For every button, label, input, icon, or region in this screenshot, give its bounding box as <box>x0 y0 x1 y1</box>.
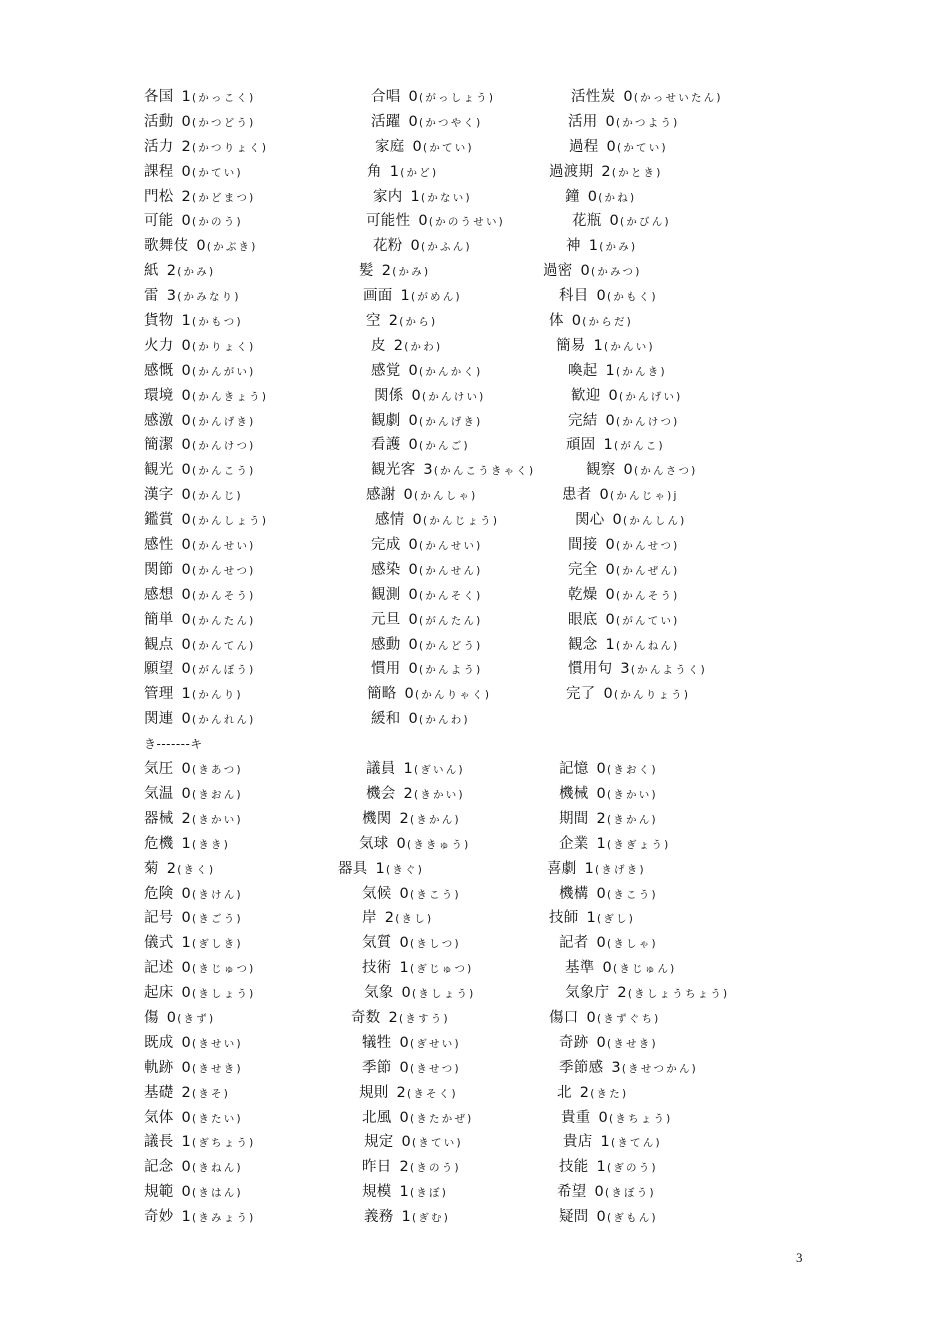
vocab-entry: 頑固 1(がんこ) <box>566 437 665 454</box>
vocab-entry: 観劇 0(かんげき) <box>371 412 483 429</box>
vocab-entry: 感激 0(かんげき) <box>144 412 256 429</box>
vocab-entry: 家内 1(かない) <box>373 188 472 205</box>
vocab-entry: 眼底 0(がんてい) <box>568 611 680 628</box>
vocab-entry: 危機 1(きき) <box>144 835 231 852</box>
entry-row <box>0 85 950 110</box>
vocab-entry: 鐘 0(かね) <box>565 188 637 205</box>
vocab-entry: 気圧 0(きあつ) <box>144 761 243 778</box>
entry-row <box>0 284 950 309</box>
vocab-entry: 感想 0(かんそう) <box>144 586 256 603</box>
vocab-entry: 器具 1(きぐ) <box>338 860 425 877</box>
vocab-entry: 活力 2(かつりょく) <box>144 138 269 155</box>
vocab-entry: 門松 2(かどまつ) <box>144 188 256 205</box>
vocab-entry: 願望 0(がんぼう) <box>144 661 256 678</box>
vocab-entry: 観点 0(かんてん) <box>144 636 256 653</box>
entry-row <box>0 906 950 931</box>
entry-row <box>0 185 950 210</box>
vocab-entry: 希望 0(きぼう) <box>557 1184 656 1201</box>
vocab-entry: 基準 0(きじゅん) <box>565 960 677 977</box>
vocab-entry: 髪 2(かみ) <box>359 263 431 280</box>
entry-row <box>0 1155 950 1180</box>
vocab-entry: 患者 0(かんじゃ)j <box>562 487 679 504</box>
entry-row <box>0 384 950 409</box>
entry-row <box>0 533 950 558</box>
entry-row <box>0 458 950 483</box>
vocab-entry: 関係 0(かんけい) <box>374 387 486 404</box>
entry-row <box>0 483 950 508</box>
vocab-entry: 完了 0(かんりょう) <box>566 686 691 703</box>
vocab-entry: 可能 0(かのう) <box>144 213 243 230</box>
entry-row <box>0 558 950 583</box>
vocabulary-list <box>0 85 950 1230</box>
vocab-entry: 技能 1(ぎのう) <box>559 1159 658 1176</box>
vocab-entry: 機関 2(きかん) <box>362 810 461 827</box>
section-separator: き-------キ <box>144 737 203 752</box>
vocab-entry: 奇跡 0(きせき) <box>559 1034 658 1051</box>
vocab-entry: 歌舞伎 0(かぶき) <box>144 238 258 255</box>
vocab-entry: 疑問 0(ぎもん) <box>559 1209 658 1226</box>
vocab-entry: 企業 1(きぎょう) <box>559 835 671 852</box>
entry-row <box>0 832 950 857</box>
vocab-entry: 菊 2(きく) <box>144 860 216 877</box>
vocab-entry: 火力 0(かりょく) <box>144 337 256 354</box>
entry-row <box>0 209 950 234</box>
vocab-entry: 北風 0(きたかぜ) <box>362 1109 474 1126</box>
vocab-entry: 議長 1(ぎちょう) <box>144 1134 256 1151</box>
entry-row <box>0 508 950 533</box>
vocab-entry: 議員 1(ぎいん) <box>366 761 465 778</box>
vocab-entry: 観念 1(かんねん) <box>568 636 680 653</box>
vocab-entry: 規範 0(きはん) <box>144 1184 243 1201</box>
vocab-entry: 基礎 2(きそ) <box>144 1084 231 1101</box>
entry-row <box>0 1205 950 1230</box>
vocab-entry: 奇妙 1(きみょう) <box>144 1209 256 1226</box>
entry-row <box>0 882 950 907</box>
vocab-entry: 合唱 0(がっしょう) <box>371 89 496 105</box>
vocab-entry: 関心 0(かんしん) <box>575 512 687 529</box>
vocab-entry: 機械 0(きかい) <box>559 785 658 802</box>
vocab-entry: 感慨 0(かんがい) <box>144 362 256 379</box>
entry-row <box>0 707 950 732</box>
vocab-entry: 奇数 2(きすう) <box>351 1009 450 1026</box>
vocab-entry: 空 2(から) <box>366 313 438 330</box>
vocab-entry: 皮 2(かわ) <box>371 337 443 354</box>
vocab-entry: 感謝 0(かんしゃ) <box>366 487 478 504</box>
vocab-entry: 気象庁 2(きしょうちょう) <box>565 985 730 1002</box>
entry-row <box>0 359 950 384</box>
vocab-entry: 課程 0(かてい) <box>144 163 243 180</box>
entry-row <box>0 782 950 807</box>
entry-row <box>0 633 950 658</box>
vocab-entry: 機構 0(きこう) <box>559 885 658 902</box>
vocab-entry: 気象 0(きしょう) <box>364 985 476 1002</box>
vocab-entry: 気温 0(きおん) <box>144 785 243 802</box>
vocab-entry: 雷 3(かみなり) <box>144 288 241 305</box>
entry-row <box>0 259 950 284</box>
vocab-entry: 関連 0(かんれん) <box>144 711 256 728</box>
vocab-entry: 歓迎 0(かんげい) <box>571 387 683 404</box>
vocab-entry: 慣用 0(かんよう) <box>371 661 483 678</box>
vocab-entry: 気質 0(きしつ) <box>362 935 461 952</box>
vocab-entry: 既成 0(きせい) <box>144 1034 243 1051</box>
vocab-entry: 活性炭 0(かっせいたん) <box>571 89 723 105</box>
vocab-entry: 花粉 0(かふん) <box>373 238 472 255</box>
vocab-entry: 季節感 3(きせつかん) <box>559 1059 698 1076</box>
entry-row <box>0 135 950 160</box>
entry-row <box>0 583 950 608</box>
vocab-entry: 簡易 1(かんい) <box>556 337 655 354</box>
vocab-entry: 軌跡 0(きせき) <box>144 1059 243 1076</box>
vocab-entry: 乾燥 0(かんそう) <box>568 586 680 603</box>
page-number: 3 <box>796 1250 803 1265</box>
vocab-entry: 起床 0(きしょう) <box>144 985 256 1002</box>
entry-row <box>0 1130 950 1155</box>
vocab-entry: 北 2(きた) <box>557 1084 629 1101</box>
entry-row <box>0 981 950 1006</box>
vocab-entry: 気候 0(きこう) <box>362 885 461 902</box>
vocab-entry: 過程 0(かてい) <box>569 138 668 155</box>
vocab-entry: 昨日 2(きのう) <box>362 1159 461 1176</box>
entry-row <box>0 110 950 135</box>
vocab-entry: 貨物 1(かもつ) <box>144 313 243 330</box>
vocab-entry: 観光 0(かんこう) <box>144 462 256 479</box>
vocab-entry: 喚起 1(かんき) <box>568 362 667 379</box>
vocab-entry: 期間 2(きかん) <box>559 810 658 827</box>
vocab-entry: 科目 0(かもく) <box>559 288 658 305</box>
vocab-entry: 記憶 0(きおく) <box>559 761 658 778</box>
vocab-entry: 活用 0(かつよう) <box>568 113 680 130</box>
vocab-entry: 規則 2(きそく) <box>359 1084 458 1101</box>
entry-row <box>0 857 950 882</box>
vocab-entry: 観光客 3(かんこうきゃく) <box>371 462 536 479</box>
vocab-entry: 過密 0(かみつ) <box>543 263 642 280</box>
vocab-entry: 感染 0(かんせん) <box>371 561 483 578</box>
entry-row <box>0 409 950 434</box>
vocab-entry: 記号 0(きごう) <box>144 910 243 927</box>
vocab-entry: 機会 2(きかい) <box>366 785 465 802</box>
entry-row <box>0 1106 950 1131</box>
entry-row <box>0 807 950 832</box>
vocab-entry: 神 1(かみ) <box>566 238 638 255</box>
entry-row <box>0 334 950 359</box>
vocab-entry: 過渡期 2(かとき) <box>549 163 663 180</box>
vocab-entry: 花瓶 0(かびん) <box>572 213 671 230</box>
vocab-entry: 漢字 0(かんじ) <box>144 487 243 504</box>
vocab-entry: 緩和 0(かんわ) <box>371 711 470 728</box>
vocab-entry: 季節 0(きせつ) <box>362 1059 461 1076</box>
vocab-entry: 完全 0(かんぜん) <box>568 561 680 578</box>
vocab-entry: 看護 0(かんご) <box>371 437 470 454</box>
vocab-entry: 慣用句 3(かんようく) <box>568 661 707 678</box>
vocab-entry: 家庭 0(かてい) <box>375 138 474 155</box>
vocab-entry: 可能性 0(かのうせい) <box>366 213 505 230</box>
vocab-entry: 喜劇 1(きげき) <box>547 860 646 877</box>
vocab-entry: 技師 1(ぎし) <box>549 910 636 927</box>
vocab-entry: 感情 0(かんじょう) <box>375 512 500 529</box>
vocab-entry: 感動 0(かんどう) <box>371 636 483 653</box>
vocab-entry: 簡略 0(かんりゃく) <box>367 686 492 703</box>
vocab-entry: 危険 0(きけん) <box>144 885 243 902</box>
vocab-entry: 記念 0(きねん) <box>144 1159 243 1176</box>
vocab-entry: 完結 0(かんけつ) <box>568 412 680 429</box>
vocab-entry: 感性 0(かんせい) <box>144 537 256 554</box>
entry-row <box>0 1081 950 1106</box>
vocab-entry: 元旦 0(がんたん) <box>371 611 483 628</box>
vocab-entry: 関節 0(かんせつ) <box>144 561 256 578</box>
entry-row <box>0 757 950 782</box>
vocab-entry: 間接 0(かんせつ) <box>568 537 680 554</box>
vocab-entry: 傷 0(きず) <box>144 1009 216 1026</box>
vocab-entry: 紙 2(かみ) <box>144 263 216 280</box>
entry-row <box>0 1006 950 1031</box>
entry-row <box>0 682 950 707</box>
vocab-entry: 岸 2(きし) <box>362 910 434 927</box>
vocab-entry: 活動 0(かつどう) <box>144 113 256 130</box>
vocab-entry: 画面 1(がめん) <box>363 288 462 305</box>
entry-row <box>0 433 950 458</box>
entry-row <box>0 1056 950 1081</box>
vocab-entry: 儀式 1(ぎしき) <box>144 935 243 952</box>
vocab-entry: 気球 0(ききゅう) <box>359 835 471 852</box>
vocab-entry: 規模 1(きぼ) <box>362 1184 449 1201</box>
entry-row <box>0 732 950 757</box>
entry-row <box>0 1180 950 1205</box>
vocab-entry: 体 0(からだ) <box>549 313 633 330</box>
vocab-entry: 貴店 1(きてん) <box>563 1134 662 1151</box>
vocab-entry: 器械 2(きかい) <box>144 810 243 827</box>
vocab-entry: 技術 1(ぎじゅつ) <box>362 960 474 977</box>
entry-row <box>0 608 950 633</box>
vocab-entry: 記者 0(きしゃ) <box>559 935 658 952</box>
vocab-entry: 角 1(かど) <box>367 163 439 180</box>
entry-row <box>0 1031 950 1056</box>
vocab-entry: 規定 0(きてい) <box>364 1134 463 1151</box>
entry-row <box>0 309 950 334</box>
vocab-entry: 鑑賞 0(かんしょう) <box>144 512 269 529</box>
vocab-entry: 各国 1(かっこく) <box>144 89 256 105</box>
vocab-entry: 完成 0(かんせい) <box>371 537 483 554</box>
vocab-entry: 環境 0(かんきょう) <box>144 387 269 404</box>
vocab-entry: 傷口 0(きずぐち) <box>549 1009 661 1026</box>
vocab-entry: 犠牲 0(ぎせい) <box>362 1034 461 1051</box>
entry-row <box>0 657 950 682</box>
vocab-entry: 管理 1(かんり) <box>144 686 243 703</box>
vocab-entry: 記述 0(きじゅつ) <box>144 960 256 977</box>
vocab-entry: 観察 0(かんさつ) <box>586 462 698 479</box>
entry-row <box>0 160 950 185</box>
vocab-entry: 簡単 0(かんたん) <box>144 611 256 628</box>
vocab-entry: 感覚 0(かんかく) <box>371 362 483 379</box>
vocab-entry: 気体 0(きたい) <box>144 1109 243 1126</box>
entry-row <box>0 956 950 981</box>
entry-row <box>0 234 950 259</box>
entry-row <box>0 931 950 956</box>
vocab-entry: 貴重 0(きちょう) <box>561 1109 673 1126</box>
vocab-entry: 観測 0(かんそく) <box>371 586 483 603</box>
vocab-entry: 活躍 0(かつやく) <box>371 113 483 130</box>
vocab-entry: 簡潔 0(かんけつ) <box>144 437 256 454</box>
vocab-entry: 義務 1(ぎむ) <box>364 1209 451 1226</box>
